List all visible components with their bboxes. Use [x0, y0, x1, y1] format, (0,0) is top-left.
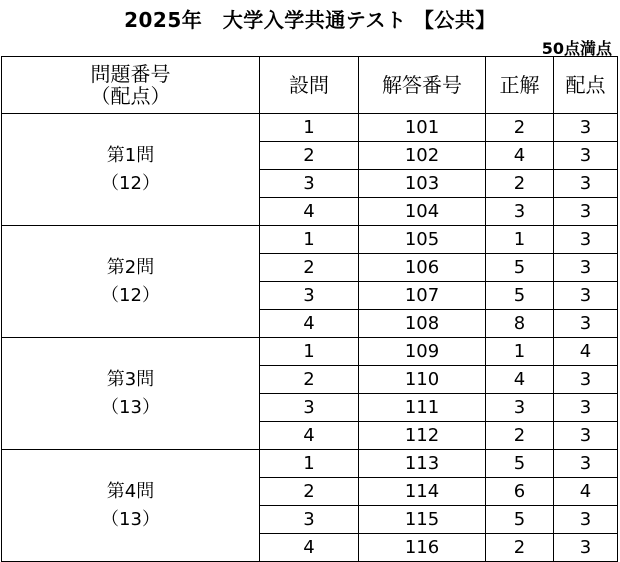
sub-question-cell: 4	[260, 198, 359, 226]
table-row	[2, 226, 618, 254]
sub-question-cell: 3	[260, 394, 359, 422]
sub-question-cell: 2	[260, 142, 359, 170]
points-cell: 3	[554, 366, 618, 394]
points-cell: 3	[554, 198, 618, 226]
table-row	[2, 114, 618, 142]
header-points: 配点	[554, 57, 618, 114]
header-correct: 正解	[486, 57, 554, 114]
points-cell: 3	[554, 282, 618, 310]
correct-answer-cell: 3	[486, 198, 554, 226]
sub-question-cell: 1	[260, 114, 359, 142]
correct-answer-cell: 5	[486, 506, 554, 534]
correct-answer-cell: 1	[486, 338, 554, 366]
header-question-no-label: 問題番号	[90, 62, 171, 86]
correct-answer-cell: 8	[486, 310, 554, 338]
correct-answer-cell: 2	[486, 114, 554, 142]
correct-answer-cell: 5	[486, 282, 554, 310]
correct-answer-cell: 2	[486, 422, 554, 450]
points-cell: 4	[554, 478, 618, 506]
answer-no-cell: 109	[359, 338, 486, 366]
sub-question-cell: 2	[260, 366, 359, 394]
sub-question-cell: 1	[260, 226, 359, 254]
sub-question-cell: 2	[260, 478, 359, 506]
question-group-cell	[2, 114, 260, 226]
answer-no-cell: 108	[359, 310, 486, 338]
question-points: （12）	[101, 284, 160, 306]
points-cell: 3	[554, 450, 618, 478]
sub-question-cell: 1	[260, 450, 359, 478]
sub-question-cell: 2	[260, 254, 359, 282]
correct-answer-cell: 4	[486, 142, 554, 170]
answer-no-cell: 112	[359, 422, 486, 450]
answer-no-cell: 102	[359, 142, 486, 170]
sub-question-cell: 1	[260, 338, 359, 366]
correct-answer-cell: 2	[486, 534, 554, 562]
correct-answer-cell: 3	[486, 394, 554, 422]
question-label: 第4問	[106, 480, 155, 502]
answer-no-cell: 107	[359, 282, 486, 310]
sub-question-cell: 4	[260, 422, 359, 450]
table-row	[2, 450, 618, 478]
answer-no-cell: 104	[359, 198, 486, 226]
points-cell: 3	[554, 114, 618, 142]
answer-no-cell: 110	[359, 366, 486, 394]
points-cell: 3	[554, 170, 618, 198]
table-row	[2, 338, 618, 366]
answer-no-cell: 106	[359, 254, 486, 282]
correct-answer-cell: 2	[486, 170, 554, 198]
header-sub-question: 設問	[260, 57, 359, 114]
question-group-cell	[2, 450, 260, 562]
sub-question-cell: 4	[260, 310, 359, 338]
question-label: 第1問	[106, 144, 155, 166]
points-cell: 3	[554, 534, 618, 562]
answer-no-cell: 111	[359, 394, 486, 422]
answer-no-cell: 115	[359, 506, 486, 534]
question-points: （13）	[101, 508, 160, 530]
question-points: （13）	[101, 396, 160, 418]
header-question-no	[2, 57, 260, 114]
header-question-points-label: （配点）	[90, 84, 171, 108]
question-points: （12）	[101, 172, 160, 194]
correct-answer-cell: 5	[486, 254, 554, 282]
page-title: 2025年 大学入学共通テスト 【公共】	[124, 8, 496, 32]
points-cell: 3	[554, 254, 618, 282]
answer-no-cell: 105	[359, 226, 486, 254]
header-row	[2, 57, 618, 114]
question-group-cell	[2, 338, 260, 450]
points-cell: 3	[554, 226, 618, 254]
correct-answer-cell: 5	[486, 450, 554, 478]
sub-question-cell: 3	[260, 170, 359, 198]
header-answer-no: 解答番号	[359, 57, 486, 114]
question-label: 第2問	[106, 256, 155, 278]
total-points: 50点満点	[541, 39, 612, 58]
answer-no-cell: 113	[359, 450, 486, 478]
points-cell: 3	[554, 506, 618, 534]
correct-answer-cell: 1	[486, 226, 554, 254]
answer-table	[1, 56, 618, 562]
sub-question-cell: 4	[260, 534, 359, 562]
points-cell: 3	[554, 142, 618, 170]
points-cell: 3	[554, 310, 618, 338]
sub-question-cell: 3	[260, 282, 359, 310]
points-cell: 3	[554, 394, 618, 422]
question-group-cell	[2, 226, 260, 338]
answer-no-cell: 101	[359, 114, 486, 142]
question-label: 第3問	[106, 368, 155, 390]
correct-answer-cell: 4	[486, 366, 554, 394]
answer-no-cell: 103	[359, 170, 486, 198]
answer-no-cell: 114	[359, 478, 486, 506]
sub-question-cell: 3	[260, 506, 359, 534]
correct-answer-cell: 6	[486, 478, 554, 506]
answer-no-cell: 116	[359, 534, 486, 562]
points-cell: 3	[554, 422, 618, 450]
table-body	[2, 114, 618, 562]
points-cell: 4	[554, 338, 618, 366]
